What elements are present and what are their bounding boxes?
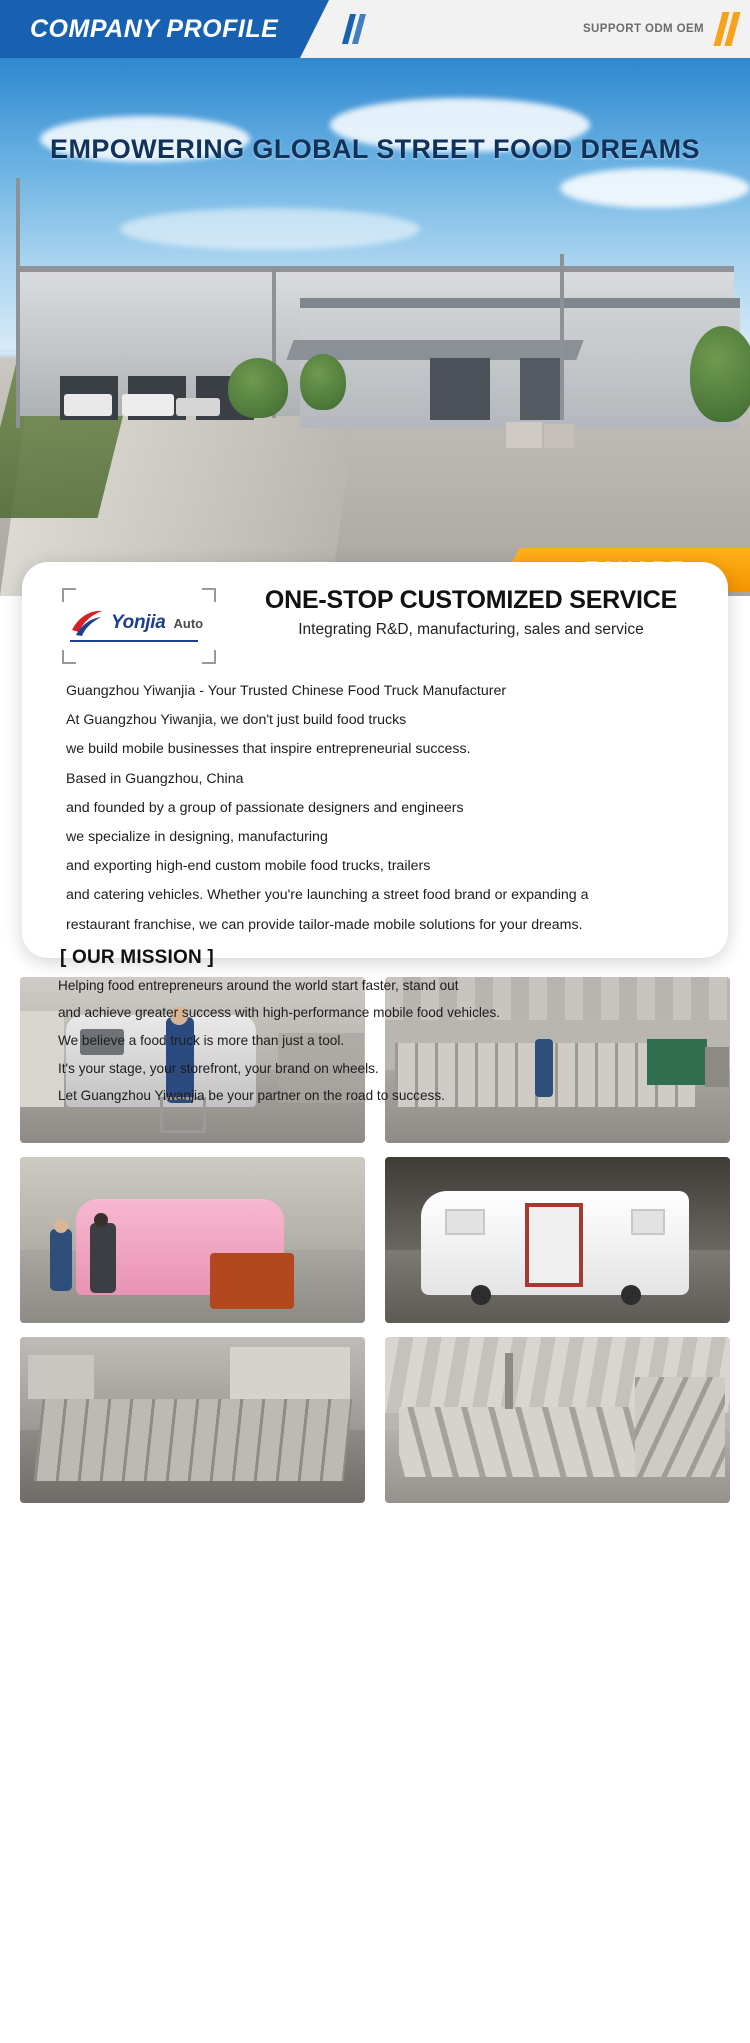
- card-subtitle: Integrating R&D, manufacturing, sales and service: [298, 621, 644, 638]
- hero-headline: EMPOWERING GLOBAL STREET FOOD DREAMS: [50, 134, 700, 164]
- logo-inner: [70, 608, 203, 638]
- forklift: [210, 1253, 294, 1309]
- gallery-photo-white-trailer: [385, 1157, 730, 1323]
- description-line: and founded by a group of passionate designers and engineers: [66, 799, 464, 816]
- trailer-wheel: [471, 1285, 491, 1305]
- trailer-door: [525, 1203, 583, 1287]
- description-line: and catering vehicles. Whether you're launching a street food brand or expanding a: [66, 887, 589, 904]
- description-line: we specialize in designing, manufacturing: [66, 829, 328, 846]
- hero-parked-truck: [176, 398, 220, 416]
- gallery-photo-steel-beams: [385, 1337, 730, 1503]
- hero-parked-truck: [122, 394, 174, 416]
- cloud-shape: [120, 208, 420, 250]
- hero-tree: [690, 326, 750, 422]
- mission-line: Let Guangzhou Yiwanjia be your partner on the road to success.: [58, 1088, 445, 1104]
- description-line: At Guangzhou Yiwanjia, we don't just build food trucks: [66, 712, 407, 729]
- corner-bracket-decor: [202, 588, 216, 602]
- trailer-window: [445, 1209, 485, 1235]
- logo-sub-text: Auto: [173, 616, 204, 631]
- card-header-row: [52, 584, 700, 670]
- corner-bracket-decor: [62, 650, 76, 664]
- worker-head: [54, 1219, 68, 1233]
- header-right-block: [300, 12, 750, 46]
- corner-bracket-decor: [202, 650, 216, 664]
- company-intro-card: [22, 562, 728, 1104]
- logo-wordmark: [111, 612, 203, 634]
- header-orange-bars-decor: [718, 12, 736, 46]
- mission-line: Helping food entrepreneurs around the world start faster, stand out: [58, 977, 459, 993]
- hero-factory-photo: [0, 58, 750, 596]
- background-equipment: [705, 1047, 729, 1087]
- hero-tree: [300, 354, 346, 410]
- steel-beam-stack: [635, 1377, 725, 1477]
- mission-line: It's your stage, your storefront, your brand on wheels.: [58, 1060, 379, 1076]
- trailer-chassis-frame: [34, 1399, 353, 1481]
- description-line: Based in Guangzhou, China: [66, 770, 244, 787]
- header-title-block: [0, 0, 300, 58]
- worker-figure: [50, 1229, 72, 1291]
- page-header: [0, 0, 750, 58]
- hero-tree: [228, 358, 288, 418]
- header-slash-decor: [346, 14, 362, 44]
- description-line: and exporting high-end custom mobile food trucks, trailers: [66, 858, 431, 875]
- hero-pallet-stack: [506, 422, 542, 448]
- brand-logo: [52, 588, 224, 670]
- worker-head: [94, 1213, 108, 1227]
- background-panel: [28, 1355, 94, 1399]
- hero-light-pole: [16, 178, 20, 428]
- hero-light-pole: [560, 254, 564, 420]
- gallery-photo-pink-trailer: [20, 1157, 365, 1323]
- cloud-shape: [560, 168, 750, 208]
- card-headings: [242, 584, 700, 639]
- mission-description: [52, 979, 700, 1103]
- logo-main-text: Yonjia: [111, 612, 166, 633]
- mission-line: and achieve greater success with high-performance mobile food vehicles.: [58, 1005, 501, 1021]
- description-line: Guangzhou Yiwanjia - Your Trusted Chinese Food Truck Manufacturer: [66, 683, 507, 699]
- corner-bracket-decor: [62, 588, 76, 602]
- page-title: COMPANY PROFILE: [30, 14, 279, 43]
- support-column: [505, 1353, 513, 1409]
- mission-line: We believe a food truck is more than just a tool.: [58, 1033, 345, 1049]
- trailer-wheel: [621, 1285, 641, 1305]
- header-support-text: SUPPORT ODM OEM: [582, 23, 704, 35]
- gallery-photo-chassis-frame: [20, 1337, 365, 1503]
- hero-pallet-stack: [544, 424, 574, 448]
- description-line: restaurant franchise, we can provide tailor-made mobile solutions for your dreams.: [66, 916, 583, 933]
- description-line: we build mobile businesses that inspire entrepreneurial success.: [66, 741, 471, 758]
- swoosh-logo-icon: [70, 608, 104, 638]
- trailer-window: [631, 1209, 665, 1235]
- card-title: ONE-STOP CUSTOMIZED SERVICE: [264, 586, 678, 614]
- worker-figure: [90, 1223, 116, 1293]
- hero-parked-truck: [64, 394, 112, 416]
- hero-loading-bay: [520, 358, 560, 420]
- background-panel: [230, 1347, 350, 1399]
- company-description: [52, 684, 700, 932]
- mission-title: [ OUR MISSION ]: [60, 946, 214, 968]
- logo-underline-decor: [70, 640, 198, 642]
- hero-loading-bay: [430, 358, 490, 420]
